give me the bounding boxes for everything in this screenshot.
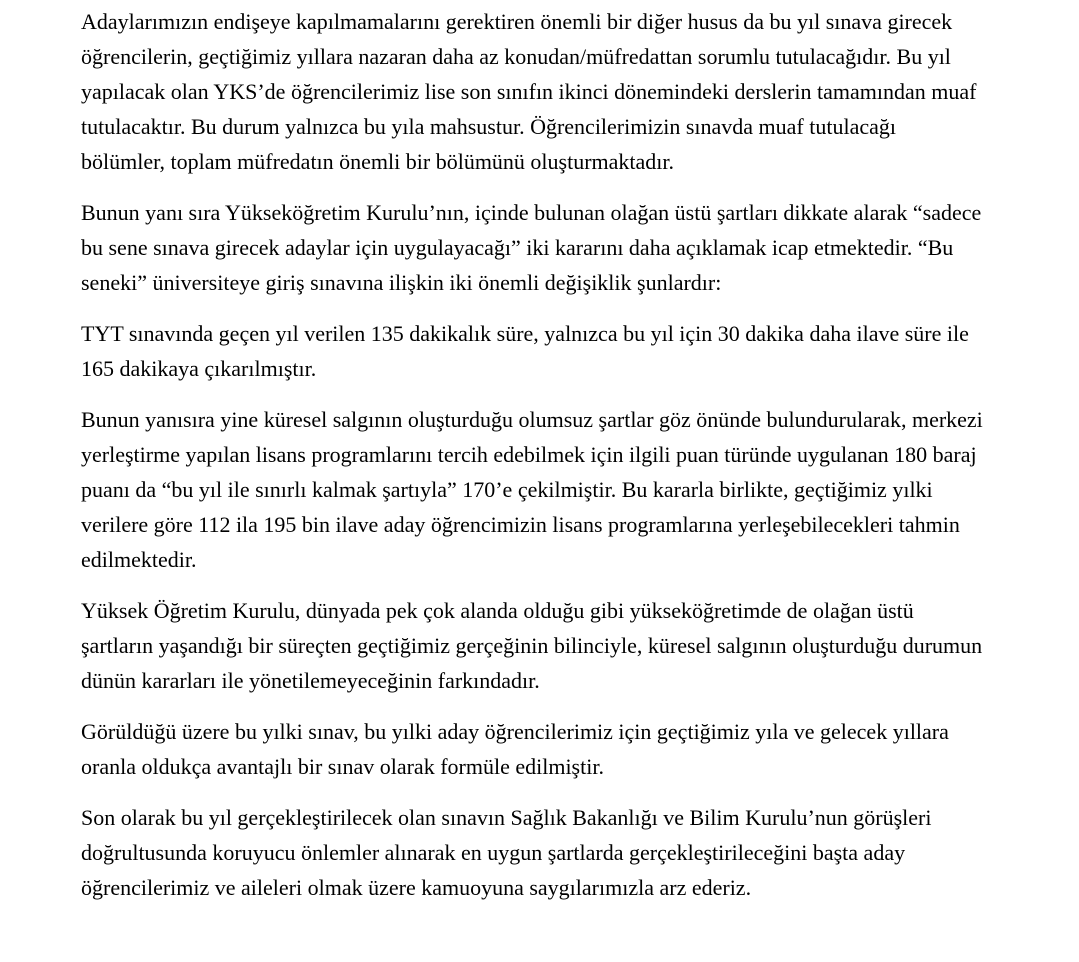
paragraph-yok-decisions: Bunun yanı sıra Yükseköğretim Kurulu’nın, içinde bulunan olağan üstü şartları dikkate alarak “sadece bu sene sınava girecek adaylar için uygulayacağı” iki kararını daha açıklamak icap etmektedir. “Bu seneki” üniversiteye giriş sınavına ilişkin iki önemli değişiklik şunlardır: — [81, 200, 982, 295]
paragraph-exemption-info: Adaylarımızın endişeye kapılmamalarını gerektiren önemli bir diğer husus da bu yıl sınava girecek öğrencilerin, geçtiğimiz yıllara nazaran daha az konudan/müfredattan sorumlu tutulacağıdır. Bu yıl yapılacak olan YKS’de öğrencilerimiz lise son sınıfın ikinci dönemindeki derslerin tamamından muaf tutulacaktır. Bu durum yalnızca bu yıla mahsustur. Öğrencilerimizin sınavda muaf tutulacağı bölümler, toplam müfredatın önemli bir bölümünü oluşturmaktadır. — [81, 9, 977, 174]
paragraph-yok-awareness: Yüksek Öğretim Kurulu, dünyada pek çok alanda olduğu gibi yükseköğretimde de olağan üstü şartların yaşandığı bir süreçten geçtiğimiz gerçeğinin bilinciyle, küresel salgının oluşturduğu durumun dünün kararları ile yönetilemeyeceğinin farkındadır. — [81, 598, 983, 693]
paragraph-threshold-change: Bunun yanısıra yine küresel salgının oluşturduğu olumsuz şartlar göz önünde bulundurularak, merkezi yerleştirme yapılan lisans programlarını tercih edebilmek için ilgili puan türünde uygulanan 180 baraj puanı da “bu yıl ile sınırlı kalmak şartıyla” 170’e çekilmiştir. Bu kararla birlikte, geçtiğimiz yılki verilere göre 112 ila 195 bin ilave aday öğrencimizin lisans programlarına yerleşebilecekleri tahmin edilmektedir. — [81, 407, 983, 572]
paragraph-closing-statement: Son olarak bu yıl gerçekleştirilecek olan sınavın Sağlık Bakanlığı ve Bilim Kurulu’nun görüşleri doğrultusunda koruyucu önlemler alınarak en uygun şartlarda gerçekleştirileceğini başta aday öğrencilerimiz ve aileleri olmak üzere kamuoyuna saygılarımızla arz ederiz. — [81, 805, 932, 900]
paragraph-tyt-duration: TYT sınavında geçen yıl verilen 135 dakikalık süre, yalnızca bu yıl için 30 dakika daha ilave süre ile 165 dakikaya çıkarılmıştır. — [81, 321, 969, 381]
paragraph-advantage-summary: Görüldüğü üzere bu yılki sınav, bu yılki aday öğrencilerimiz için geçtiğimiz yıla ve gelecek yıllara oranla oldukça avantajlı bir sınav olarak formüle edilmiştir. — [81, 719, 949, 779]
